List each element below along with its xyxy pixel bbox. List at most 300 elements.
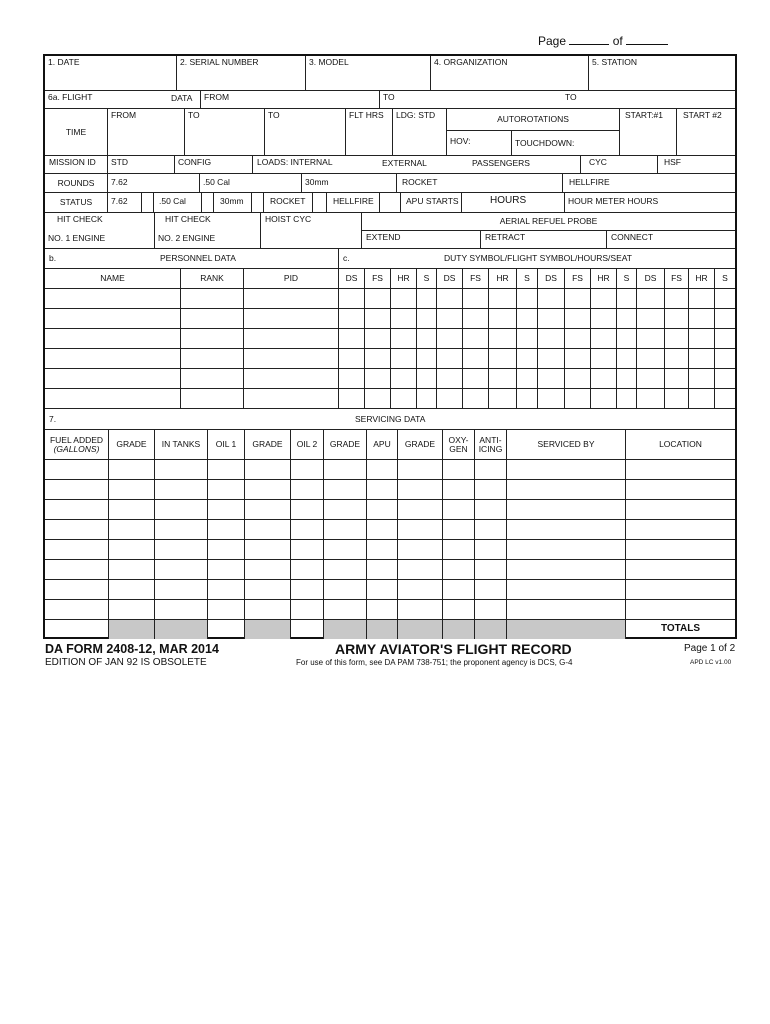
servicing-cell[interactable] [208, 540, 245, 560]
servicing-cell[interactable] [291, 500, 324, 520]
totals-cell [245, 620, 291, 639]
totals-cell[interactable] [208, 620, 245, 639]
duty-cell[interactable] [538, 309, 565, 329]
time-to-field-2[interactable]: TO [265, 109, 346, 156]
duty-cell[interactable] [538, 349, 565, 369]
rounds-hellfire-field[interactable]: HELLFIRE [563, 174, 735, 193]
personnel-rank-cell[interactable] [181, 309, 244, 329]
duty-cell[interactable] [591, 329, 617, 349]
hour-meter-hours-field[interactable]: HOUR METER HOURS [565, 193, 735, 213]
duty-cell[interactable] [391, 329, 417, 349]
servicing-cell[interactable] [626, 540, 735, 560]
servicing-cell[interactable] [109, 560, 155, 580]
servicing-cell[interactable] [155, 600, 208, 620]
serviced-by-header: SERVICED BY [507, 430, 626, 460]
servicing-cell[interactable] [324, 520, 367, 540]
duty-cell[interactable] [637, 289, 665, 309]
duty-cell[interactable] [391, 289, 417, 309]
servicing-cell[interactable] [626, 460, 735, 480]
rounds-rocket-field[interactable]: ROCKET [397, 174, 563, 193]
form-title: ARMY AVIATOR'S FLIGHT RECORD [335, 641, 572, 657]
servicing-cell[interactable] [367, 500, 398, 520]
duty-cell[interactable] [665, 369, 689, 389]
totals-cell [109, 620, 155, 639]
servicing-cell[interactable] [324, 540, 367, 560]
duty-cell[interactable] [417, 309, 437, 329]
servicing-cell[interactable] [398, 600, 443, 620]
duty-cell[interactable] [565, 289, 591, 309]
servicing-cell[interactable] [109, 460, 155, 480]
apu-starts-label: APU STARTS [401, 193, 462, 213]
servicing-cell[interactable] [398, 520, 443, 540]
status-30mm-box[interactable] [252, 193, 264, 213]
duty-cell[interactable] [715, 369, 735, 389]
servicing-cell[interactable] [398, 480, 443, 500]
duty-cell[interactable] [365, 289, 391, 309]
no2-engine-label: NO. 2 ENGINE [158, 233, 216, 243]
duty-cell[interactable] [339, 349, 365, 369]
duty-cell[interactable] [617, 369, 637, 389]
servicing-cell[interactable] [398, 460, 443, 480]
servicing-cell[interactable] [443, 460, 475, 480]
personnel-name-cell[interactable] [45, 389, 181, 409]
retract-field[interactable]: RETRACT [481, 231, 607, 249]
servicing-cell[interactable] [155, 500, 208, 520]
duty-cell[interactable] [391, 349, 417, 369]
duty-cell[interactable] [417, 349, 437, 369]
duty-cell[interactable] [538, 389, 565, 409]
duty-cell[interactable] [517, 349, 538, 369]
personnel-name-cell[interactable] [45, 329, 181, 349]
servicing-cell[interactable] [245, 540, 291, 560]
duty-cell[interactable] [565, 329, 591, 349]
personnel-pid-cell[interactable] [244, 349, 339, 369]
servicing-cell[interactable] [507, 480, 626, 500]
totals-cell [443, 620, 475, 639]
personnel-name-cell[interactable] [45, 369, 181, 389]
flt-hrs-field[interactable]: FLT HRS [346, 109, 393, 156]
servicing-cell[interactable] [109, 520, 155, 540]
duty-cell[interactable] [339, 309, 365, 329]
config-field[interactable]: CONFIG [175, 156, 253, 174]
servicing-cell[interactable] [245, 600, 291, 620]
duty-cell[interactable] [689, 389, 715, 409]
servicing-cell[interactable] [208, 500, 245, 520]
servicing-cell[interactable] [443, 600, 475, 620]
duty-cell[interactable] [517, 369, 538, 389]
in-tanks-header: IN TANKS [155, 430, 208, 460]
apu-hours-field[interactable]: HOURS [462, 193, 565, 213]
servicing-cell[interactable] [443, 580, 475, 600]
servicing-cell[interactable] [245, 580, 291, 600]
servicing-cell[interactable] [291, 540, 324, 560]
duty-cell[interactable] [339, 329, 365, 349]
status-762-label: 7.62 [108, 193, 142, 213]
duty-cell[interactable] [715, 329, 735, 349]
duty-cell[interactable] [538, 289, 565, 309]
servicing-cell[interactable] [109, 540, 155, 560]
servicing-cell[interactable] [475, 520, 507, 540]
servicing-cell[interactable] [291, 520, 324, 540]
servicing-cell[interactable] [475, 540, 507, 560]
status-30mm-label: 30mm [214, 193, 252, 213]
duty-cell[interactable] [437, 369, 463, 389]
page-number-field[interactable] [569, 33, 609, 45]
duty-cell[interactable] [365, 349, 391, 369]
servicing-cell[interactable] [109, 580, 155, 600]
duty-cell[interactable] [489, 309, 517, 329]
servicing-cell[interactable] [245, 480, 291, 500]
status-rocket-label: ROCKET [264, 193, 313, 213]
rank-column-header: RANK [181, 269, 244, 289]
anti-icing-header: ANTI- ICING [475, 430, 507, 460]
servicing-cell[interactable] [155, 540, 208, 560]
duty-cell[interactable] [617, 389, 637, 409]
duty-cell[interactable] [715, 309, 735, 329]
servicing-cell[interactable] [626, 580, 735, 600]
flight-from-field[interactable]: FROM [200, 91, 380, 109]
duty-cell[interactable] [637, 309, 665, 329]
cyc-field[interactable]: CYC [581, 156, 658, 174]
duty-cell[interactable] [417, 389, 437, 409]
duty-cell[interactable] [437, 389, 463, 409]
page-total-field[interactable] [626, 33, 668, 45]
servicing-cell[interactable] [367, 600, 398, 620]
duty-cell[interactable] [715, 349, 735, 369]
hov-field[interactable]: HOV: [447, 131, 512, 156]
duty-cell[interactable] [591, 389, 617, 409]
servicing-cell[interactable] [507, 580, 626, 600]
flight-to-field-2[interactable]: TO [562, 91, 735, 109]
loads-field[interactable]: LOADS: INTERNAL EXTERNAL PASSENGERS [253, 156, 581, 174]
duty-cell[interactable] [665, 389, 689, 409]
servicing-cell[interactable] [45, 600, 109, 620]
organization-field[interactable]: 4. ORGANIZATION [431, 56, 589, 91]
mission-id-label: MISSION ID [45, 156, 108, 174]
grade-header-1: GRADE [109, 430, 155, 460]
servicing-cell[interactable] [45, 580, 109, 600]
duty-cell[interactable] [365, 369, 391, 389]
duty-cell[interactable] [591, 369, 617, 389]
model-field[interactable]: 3. MODEL [306, 56, 431, 91]
duty-cell[interactable] [538, 329, 565, 349]
servicing-cell[interactable] [291, 460, 324, 480]
servicing-cell[interactable] [208, 580, 245, 600]
servicing-cell[interactable] [45, 480, 109, 500]
servicing-cell[interactable] [475, 560, 507, 580]
servicing-cell[interactable] [45, 560, 109, 580]
servicing-cell[interactable] [475, 580, 507, 600]
personnel-pid-cell[interactable] [244, 289, 339, 309]
duty-cell[interactable] [591, 289, 617, 309]
extend-field[interactable]: EXTEND [362, 231, 481, 249]
duty-cell[interactable] [463, 329, 489, 349]
servicing-cell[interactable] [109, 480, 155, 500]
duty-cell[interactable] [617, 329, 637, 349]
duty-cell[interactable] [463, 289, 489, 309]
duty-cell[interactable] [365, 389, 391, 409]
servicing-cell[interactable] [291, 580, 324, 600]
status-50cal-box[interactable] [202, 193, 214, 213]
duty-cell[interactable] [437, 309, 463, 329]
personnel-rank-cell[interactable] [181, 289, 244, 309]
servicing-cell[interactable] [324, 480, 367, 500]
duty-cell[interactable] [437, 329, 463, 349]
duty-cell[interactable] [489, 369, 517, 389]
duty-cell[interactable] [339, 369, 365, 389]
duty-cell[interactable] [365, 329, 391, 349]
duty-cell[interactable] [517, 329, 538, 349]
duty-cell[interactable] [463, 389, 489, 409]
personnel-name-cell[interactable] [45, 289, 181, 309]
servicing-cell[interactable] [208, 560, 245, 580]
start-2-field[interactable]: START #2 [677, 109, 735, 156]
servicing-cell[interactable] [155, 460, 208, 480]
servicing-cell[interactable] [507, 560, 626, 580]
servicing-cell[interactable] [291, 600, 324, 620]
servicing-cell[interactable] [398, 540, 443, 560]
servicing-cell[interactable] [291, 480, 324, 500]
servicing-cell[interactable] [626, 480, 735, 500]
time-to-field-1[interactable]: TO [185, 109, 265, 156]
servicing-cell[interactable] [367, 460, 398, 480]
duty-cell[interactable] [391, 389, 417, 409]
duty-cell[interactable] [517, 309, 538, 329]
servicing-cell[interactable] [507, 540, 626, 560]
duty-cell[interactable] [689, 289, 715, 309]
time-from-field[interactable]: FROM [108, 109, 185, 156]
servicing-cell[interactable] [507, 460, 626, 480]
servicing-cell[interactable] [367, 540, 398, 560]
servicing-cell[interactable] [208, 520, 245, 540]
personnel-pid-cell[interactable] [244, 389, 339, 409]
duty-cell[interactable] [463, 309, 489, 329]
duty-cell[interactable] [689, 349, 715, 369]
servicing-cell[interactable] [245, 500, 291, 520]
servicing-cell[interactable] [155, 580, 208, 600]
personnel-name-cell[interactable] [45, 349, 181, 369]
servicing-cell[interactable] [45, 540, 109, 560]
hoist-cyc-field[interactable]: HOIST CYC [261, 213, 362, 249]
duty-cell[interactable] [517, 289, 538, 309]
servicing-cell[interactable] [245, 560, 291, 580]
duty-cell[interactable] [463, 349, 489, 369]
servicing-cell[interactable] [324, 500, 367, 520]
personnel-data-header: b. PERSONNEL DATA [45, 249, 339, 269]
servicing-cell[interactable] [626, 500, 735, 520]
duty-cell[interactable] [665, 349, 689, 369]
duty-cell[interactable] [489, 329, 517, 349]
totals-cell[interactable] [291, 620, 324, 639]
duty-col-ds-header: DS [437, 269, 463, 289]
servicing-cell[interactable] [398, 560, 443, 580]
station-field[interactable]: 5. STATION [589, 56, 735, 91]
servicing-cell[interactable] [109, 600, 155, 620]
status-rocket-box[interactable] [313, 193, 327, 213]
servicing-cell[interactable] [245, 460, 291, 480]
start-1-field[interactable]: START:#1 [620, 109, 677, 156]
personnel-pid-cell[interactable] [244, 329, 339, 349]
personnel-rank-cell[interactable] [181, 329, 244, 349]
duty-cell[interactable] [715, 389, 735, 409]
servicing-cell[interactable] [626, 560, 735, 580]
servicing-cell[interactable] [109, 500, 155, 520]
servicing-cell[interactable] [291, 560, 324, 580]
servicing-cell[interactable] [45, 460, 109, 480]
servicing-cell[interactable] [245, 520, 291, 540]
duty-cell[interactable] [689, 309, 715, 329]
servicing-cell[interactable] [507, 520, 626, 540]
servicing-cell[interactable] [475, 500, 507, 520]
duty-col-hr-header: HR [689, 269, 715, 289]
personnel-rank-cell[interactable] [181, 369, 244, 389]
duty-cell[interactable] [517, 389, 538, 409]
duty-cell[interactable] [565, 389, 591, 409]
rounds-50cal-field[interactable]: .50 Cal [200, 174, 302, 193]
servicing-cell[interactable] [443, 520, 475, 540]
aerial-refuel-probe-label: AERIAL REFUEL PROBE [362, 213, 735, 231]
totals-cell[interactable] [45, 620, 109, 639]
duty-cell[interactable] [591, 349, 617, 369]
servicing-cell[interactable] [507, 600, 626, 620]
duty-cell[interactable] [637, 389, 665, 409]
duty-cell[interactable] [617, 289, 637, 309]
servicing-cell[interactable] [443, 480, 475, 500]
duty-cell[interactable] [689, 329, 715, 349]
flight-to-field-1[interactable]: TO [380, 91, 562, 109]
servicing-cell[interactable] [443, 500, 475, 520]
servicing-cell[interactable] [507, 500, 626, 520]
servicing-cell[interactable] [398, 500, 443, 520]
duty-col-s-header: S [517, 269, 538, 289]
servicing-cell[interactable] [475, 600, 507, 620]
duty-cell[interactable] [417, 369, 437, 389]
duty-cell[interactable] [637, 349, 665, 369]
duty-cell[interactable] [665, 289, 689, 309]
personnel-rank-cell[interactable] [181, 349, 244, 369]
servicing-cell[interactable] [208, 600, 245, 620]
totals-cell [324, 620, 367, 639]
duty-col-fs-header: FS [463, 269, 489, 289]
servicing-cell[interactable] [367, 520, 398, 540]
hsf-field[interactable]: HSF [658, 156, 735, 174]
servicing-cell[interactable] [324, 560, 367, 580]
of-label: of [612, 34, 623, 48]
personnel-name-cell[interactable] [45, 309, 181, 329]
duty-cell[interactable] [715, 289, 735, 309]
hit-check-engine-2[interactable]: HIT CHECK NO. 2 ENGINE [155, 213, 261, 249]
date-field[interactable]: 1. DATE [45, 56, 177, 91]
servicing-cell[interactable] [324, 580, 367, 600]
rounds-30mm-field[interactable]: 30mm [302, 174, 397, 193]
duty-cell[interactable] [689, 369, 715, 389]
duty-cell[interactable] [665, 309, 689, 329]
servicing-cell[interactable] [155, 520, 208, 540]
servicing-cell[interactable] [324, 460, 367, 480]
servicing-cell[interactable] [443, 560, 475, 580]
servicing-cell[interactable] [367, 480, 398, 500]
passengers-label: PASSENGERS [472, 158, 530, 168]
ldg-std-field[interactable]: LDG: STD [393, 109, 447, 156]
duty-cell[interactable] [489, 349, 517, 369]
servicing-cell[interactable] [475, 460, 507, 480]
servicing-cell[interactable] [398, 580, 443, 600]
version-label: APD LC v1.00 [690, 659, 732, 666]
status-hellfire-label: HELLFIRE [327, 193, 380, 213]
duty-cell[interactable] [391, 309, 417, 329]
duty-cell[interactable] [565, 369, 591, 389]
status-hellfire-box[interactable] [380, 193, 401, 213]
duty-cell[interactable] [489, 289, 517, 309]
duty-col-s-header: S [417, 269, 437, 289]
duty-col-ds-header: DS [339, 269, 365, 289]
duty-cell[interactable] [339, 389, 365, 409]
duty-cell[interactable] [437, 349, 463, 369]
servicing-cell[interactable] [443, 540, 475, 560]
serial-number-field[interactable]: 2. SERIAL NUMBER [177, 56, 306, 91]
duty-cell[interactable] [391, 369, 417, 389]
duty-cell[interactable] [565, 309, 591, 329]
duty-cell[interactable] [637, 369, 665, 389]
servicing-cell[interactable] [475, 480, 507, 500]
usage-note: For use of this form, see DA PAM 738-751; the proponent agency is DCS, G-4 [296, 658, 573, 667]
duty-cell[interactable] [417, 329, 437, 349]
duty-cell[interactable] [538, 369, 565, 389]
duty-cell[interactable] [637, 329, 665, 349]
servicing-cell[interactable] [45, 520, 109, 540]
totals-cell [507, 620, 626, 639]
servicing-cell[interactable] [626, 520, 735, 540]
totals-cell [398, 620, 443, 639]
servicing-cell[interactable] [155, 480, 208, 500]
rounds-762-field[interactable]: 7.62 [108, 174, 200, 193]
duty-symbol-header: c. DUTY SYMBOL/FLIGHT SYMBOL/HOURS/SEAT [339, 249, 735, 269]
duty-cell[interactable] [665, 329, 689, 349]
duty-cell[interactable] [417, 289, 437, 309]
duty-cell[interactable] [617, 309, 637, 329]
personnel-pid-cell[interactable] [244, 309, 339, 329]
flight-label: 6a. FLIGHT DATA [45, 91, 200, 109]
status-762-box[interactable] [142, 193, 154, 213]
personnel-rank-cell[interactable] [181, 389, 244, 409]
no1-engine-label: NO. 1 ENGINE [48, 233, 106, 243]
personnel-pid-cell[interactable] [244, 369, 339, 389]
servicing-cell[interactable] [155, 560, 208, 580]
duty-cell[interactable] [437, 289, 463, 309]
duty-col-hr-header: HR [591, 269, 617, 289]
duty-cell[interactable] [365, 309, 391, 329]
servicing-cell[interactable] [45, 500, 109, 520]
duty-cell[interactable] [339, 289, 365, 309]
servicing-cell[interactable] [208, 480, 245, 500]
page-label: Page [538, 34, 567, 48]
hit-check-engine-1[interactable]: HIT CHECK NO. 1 ENGINE [45, 213, 155, 249]
flight-record-form [43, 54, 737, 639]
touchdown-field[interactable]: TOUCHDOWN: [512, 131, 620, 156]
duty-cell[interactable] [463, 369, 489, 389]
servicing-cell[interactable] [367, 560, 398, 580]
duty-cell[interactable] [489, 389, 517, 409]
connect-field[interactable]: CONNECT [607, 231, 735, 249]
mission-std-field[interactable]: STD [108, 156, 175, 174]
duty-cell[interactable] [565, 349, 591, 369]
duty-cell[interactable] [591, 309, 617, 329]
servicing-cell[interactable] [626, 600, 735, 620]
servicing-cell[interactable] [367, 580, 398, 600]
duty-cell[interactable] [617, 349, 637, 369]
servicing-cell[interactable] [324, 600, 367, 620]
servicing-cell[interactable] [208, 460, 245, 480]
